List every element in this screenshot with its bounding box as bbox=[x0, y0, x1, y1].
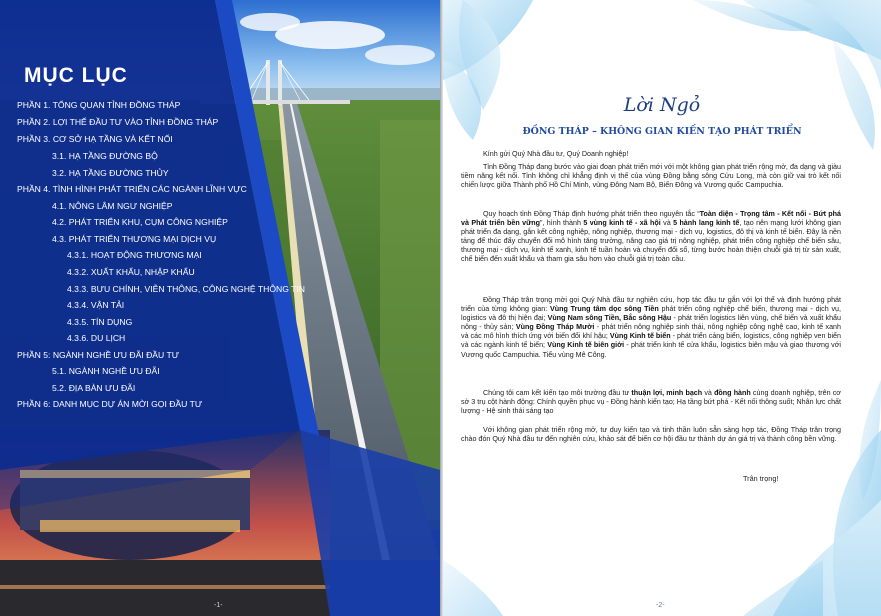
page-number-right: -2- bbox=[656, 602, 665, 609]
toc-item[interactable]: PHẦN 5: NGÀNH NGHỀ ƯU ĐÃI ĐẦU TƯ bbox=[17, 350, 180, 360]
toc-item[interactable]: PHẦN 4. TÌNH HÌNH PHÁT TRIỂN CÁC NGÀNH LĨNH VỰC bbox=[17, 184, 247, 194]
page-number-left: -1- bbox=[214, 602, 223, 609]
toc-item[interactable]: 4.3.5. TÍN DỤNG bbox=[67, 317, 133, 327]
greeting: Kính gửi Quý Nhà đầu tư, Quý Doanh nghiệp! bbox=[483, 150, 629, 158]
script-title: Lời Ngỏ bbox=[623, 94, 701, 116]
toc-title: MỤC LỤC bbox=[24, 64, 128, 87]
toc-item[interactable]: PHẦN 2. LỢI THẾ ĐẦU TƯ VÀO TỈNH ĐỒNG THÁP bbox=[17, 117, 219, 127]
signoff: Trân trọng! bbox=[743, 474, 779, 483]
toc-item[interactable]: 4.3.1. HOẠT ĐỘNG THƯƠNG MẠI bbox=[67, 250, 202, 260]
paragraph-5: Với không gian phát triển rộng mở, tư duy kiến tạo và tinh thần luôn sẵn sàng hợp tác, Đồng Tháp trân trọng chào đón Quý Nhà đầu tư đến nghiên cứu, khảo sát để biến cơ hội đầu tư thành dự án giá trị và thành công bền vững. bbox=[461, 426, 841, 444]
toc-item[interactable]: PHẦN 1. TỔNG QUAN TỈNH ĐỒNG THÁP bbox=[17, 100, 181, 110]
toc-item[interactable]: 4.3. PHÁT TRIỂN THƯƠNG MẠI DỊCH VỤ bbox=[52, 234, 217, 244]
toc-item[interactable]: 4.3.6. DU LỊCH bbox=[67, 333, 126, 343]
toc-item[interactable]: PHẦN 6: DANH MỤC DỰ ÁN MỜI GỌI ĐẦU TƯ bbox=[17, 399, 203, 409]
paragraph-1: Tỉnh Đồng Tháp đang bước vào giai đoạn phát triển mới với một không gian phát triển rộng mở, đa dạng và giàu tiềm năng kết nối. Tỉnh không chỉ khẳng định vị thế của vùng Đồng bằng sông Cửu Long, mà còn giữ vai trò kết nối chiến lược giữa Thành phố Hồ Chí Minh, vùng Đông Nam Bộ, Biển Đông và Vương quốc Campuchia. bbox=[461, 163, 841, 190]
toc-item[interactable]: 4.3.2. XUẤT KHẨU, NHẬP KHẨU bbox=[67, 267, 195, 277]
paragraph-4: Chúng tôi cam kết kiến tạo môi trường đầu tư thuận lợi, minh bạch và đồng hành cùng doanh nghiệp, trên cơ sở 3 trụ cột hành động: Chính quyền phục vụ - Đồng hành kiến tạo; Hạ tầng bứt phá - Kết nối thông suốt; Nhân lực chất lượng - Hệ sinh thái sáng tạo bbox=[461, 389, 841, 416]
toc-panel bbox=[0, 0, 440, 616]
toc-item[interactable]: 4.1. NÔNG LÂM NGƯ NGHIỆP bbox=[52, 201, 173, 211]
paragraph-3: Đồng Tháp trân trọng mời gọi Quý Nhà đầu tư nghiên cứu, hợp tác đầu tư gắn với lợi thế và định hướng phát triển của từng không gian: Vùng Trung tâm dọc sông Tiền phát triển công nghiệp chế biến, thương mại - dịch vụ, logistics và đô thị hiện đại; Vùng Nam sông Tiền, Bắc sông Hậu - phát triển logistics liên vùng, chế biến và xuất khẩu nông - thủy sản; Vùng Đồng Tháp Mười - phát triển nông nghiệp sinh thái, nông nghiệp công nghệ cao, kinh tế xanh và các mô hình thích ứng với biến đổi khí hậu; Vùng Kinh tế biển - phát triển cảng biển, logistics, công nghiệp ven biển và các ngành kinh tế biển; Vùng Kinh tế biên giới - phát triển kinh tế cửa khẩu, logistics biên mậu và giao thương với Vương quốc Campuchia. Tiểu vùng Mê Công. bbox=[461, 296, 841, 359]
toc-item[interactable]: 4.3.4. VẬN TẢI bbox=[67, 300, 125, 310]
toc-item[interactable]: 4.3.3. BƯU CHÍNH, VIỄN THÔNG, CÔNG NGHỆ THÔNG TIN bbox=[67, 284, 305, 294]
right-page bbox=[443, 0, 881, 616]
paragraph-2: Quy hoạch tỉnh Đồng Tháp định hướng phát triển theo nguyên tắc “Toàn diện - Trọng tâm - Kết nối - Bứt phá và Phát triển bền vững”, hình thành 5 vùng kinh tế - xã hội và 5 hành lang kinh tế, tạo nên mạng lưới không gian phát triển đa dạng, gắn kết công nghiệp, nông nghiệp, thương mại - dịch vụ, logistics, đô thị và kinh tế biển. Đây là nền tảng để thúc đẩy chuyển đổi mô hình tăng trưởng, nâng cao giá trị nông nghiệp, phát triển công nghiệp chế biến sâu, thương mại - dịch vụ, kinh tế xanh, kinh tế tuần hoàn và chuyển đổi số, từng bước hoàn thiện chuỗi giá trị từ sản xuất, chế biến đến xuất khẩu và tham gia sâu hơn vào chuỗi giá trị toàn cầu. bbox=[461, 210, 842, 264]
toc-item[interactable]: 5.2. ĐỊA BÀN ƯU ĐÃI bbox=[52, 383, 136, 393]
toc-item[interactable]: 4.2. PHÁT TRIỂN KHU, CỤM CÔNG NGHIỆP bbox=[52, 217, 228, 227]
left-page bbox=[0, 0, 440, 616]
toc-item[interactable]: PHẦN 3. CƠ SỞ HẠ TẦNG VÀ KẾT NỐI bbox=[17, 134, 173, 144]
toc-item[interactable]: 3.1. HẠ TẦNG ĐƯỜNG BỘ bbox=[52, 151, 158, 161]
toc-item[interactable]: 5.1. NGÀNH NGHỀ ƯU ĐÃI bbox=[52, 366, 160, 376]
headline: ĐỒNG THÁP – KHÔNG GIAN KIẾN TẠO PHÁT TRIỂN bbox=[522, 126, 802, 137]
toc-item[interactable]: 3.2. HẠ TẦNG ĐƯỜNG THỦY bbox=[52, 168, 169, 178]
